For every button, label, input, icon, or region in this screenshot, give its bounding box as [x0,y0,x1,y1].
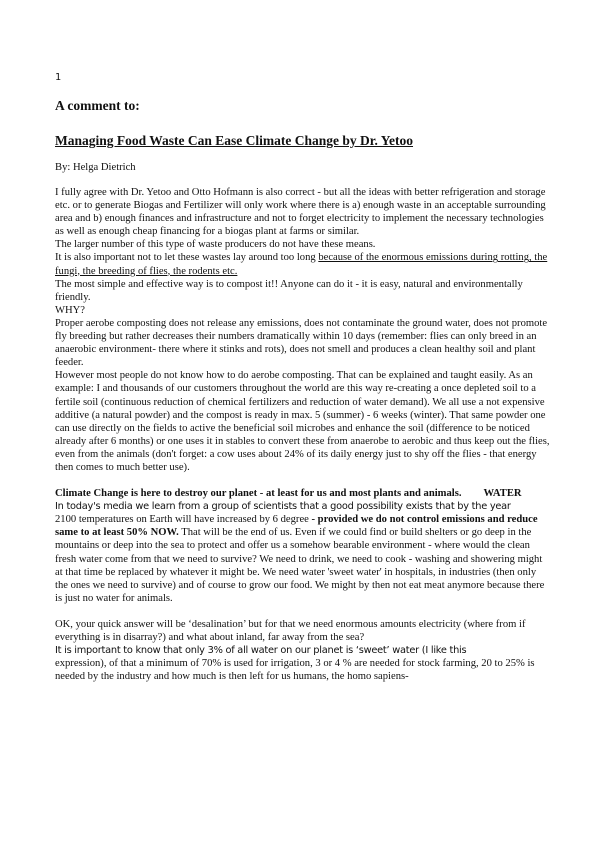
spacer [55,474,550,487]
text-run: That will be the end of us. Even if we could find or build shelters or go deep in the mountains or deep into the sea to protect and offer us a somehow bearable environment - where would the clean fresh water come from that we need to survive? We need to drink, we need to cook - washing and showering might at that time be replaced by whatever it might be. We need water 'sweet water' in hospitals, in industries (then only the ones we need to survive) and of course to grow our food. We might by then not eat meat anymore because there is just no water for animals. [55,527,545,604]
paragraph [55,644,550,683]
text-run: It is important to know that only 3% of all water on our planet is ‘sweet’ water (I like this [55,645,467,657]
paragraph: Proper aerobe composting does not release any emissions, does not contaminate the ground water, does not promote fly breeding but rather decreases their numbers dramatically within 10 days (remember: flies can only breed in an anaerobic environment- there where it stinks and rots), does not smell and produces a clean healthy soil and plant feeder. [55,317,548,369]
paragraph: WHY? [55,304,86,316]
text-run: expression), of that a minimum of 70% is used for irrigation, 3 or 4 % are needed for stock farming, 20 to 25% is needed by the industry and how much is then left for us humans, the homo sapiens- [55,658,535,683]
bold-text: - provided we do not control emissions and reduce same to at least 50% NOW. [55,514,538,539]
paragraph: The most simple and effective way is to compost it!! Anyone can do it - it is easy, natural and environmentally friendly. [55,278,523,303]
paragraph: The larger number of this type of waste producers do not have these means. [55,239,376,251]
article-title: Managing Food Waste Can Ease Climate Change by Dr. Yetoo [55,133,414,148]
spacer [55,605,550,618]
page-number: 1 [55,72,62,83]
body-text [55,186,550,683]
byline: By: Helga Dietrich [55,162,136,173]
section-heading-text: Climate Change is here to destroy our planet - at least for us and most plants and animals. [55,488,462,500]
underlined-text: because of the enormous emissions during rotting, the fungi, the breeding of flies, the rodents etc. [55,252,548,277]
paragraph: I fully agree with Dr. Yetoo and Otto Hofmann is also correct - but all the ideas with better refrigeration and storage etc. or to generate Biogas and Fertilizer will only work where there is a) enough waste in an acceptable surrounding area and b) enough finances and infrastructure and not to forget electricity to implement the necessary technologies as well as enough cheap financing for a biogas plant at farms or similar. [55,187,546,238]
water-label: WATER [483,488,522,500]
text-run: It is also important not to let these wastes lay around too long [55,252,319,264]
paragraph: However most people do not know how to do aerobe composting. That can be explained and taught easily. As an example: I and thousands of our customers throughout the world are this way re-creating a once depleted soil to a fertile soil (continuous reduction of chemical fertilizers and reduction of water demand). We all use a not expensive additive (a natural powder) and the compost is ready in max. 5 (summer) - 6 weeks (winter). That same powder one can use directly on the fields to active the beneficial soil microbes and enhance the soil (difference to be noticed already after 6 months) or one uses it in stables to convert these from anaerobe to aerobic and thus keep out the flies, even from the animals (don't forget: a cow uses about 24% of its daily energy just to shy off the flies - that energy then comes to much better use). [55,370,550,473]
section-heading [55,487,550,500]
heading: A comment to: [55,98,140,113]
paragraph: OK, your quick answer will be ‘desalination’ but for that we need enormous amounts electricity (where from if everything is in disarray?) and what about inland, far away from the sea? [55,618,526,643]
paragraph [55,500,550,605]
paragraph [55,251,550,277]
text-run: In today's media we learn from a group of scientists that a good possibility exists that by the year [55,501,511,513]
text-run: 2100 temperatures on Earth will have increased by 6 degree [55,514,309,526]
